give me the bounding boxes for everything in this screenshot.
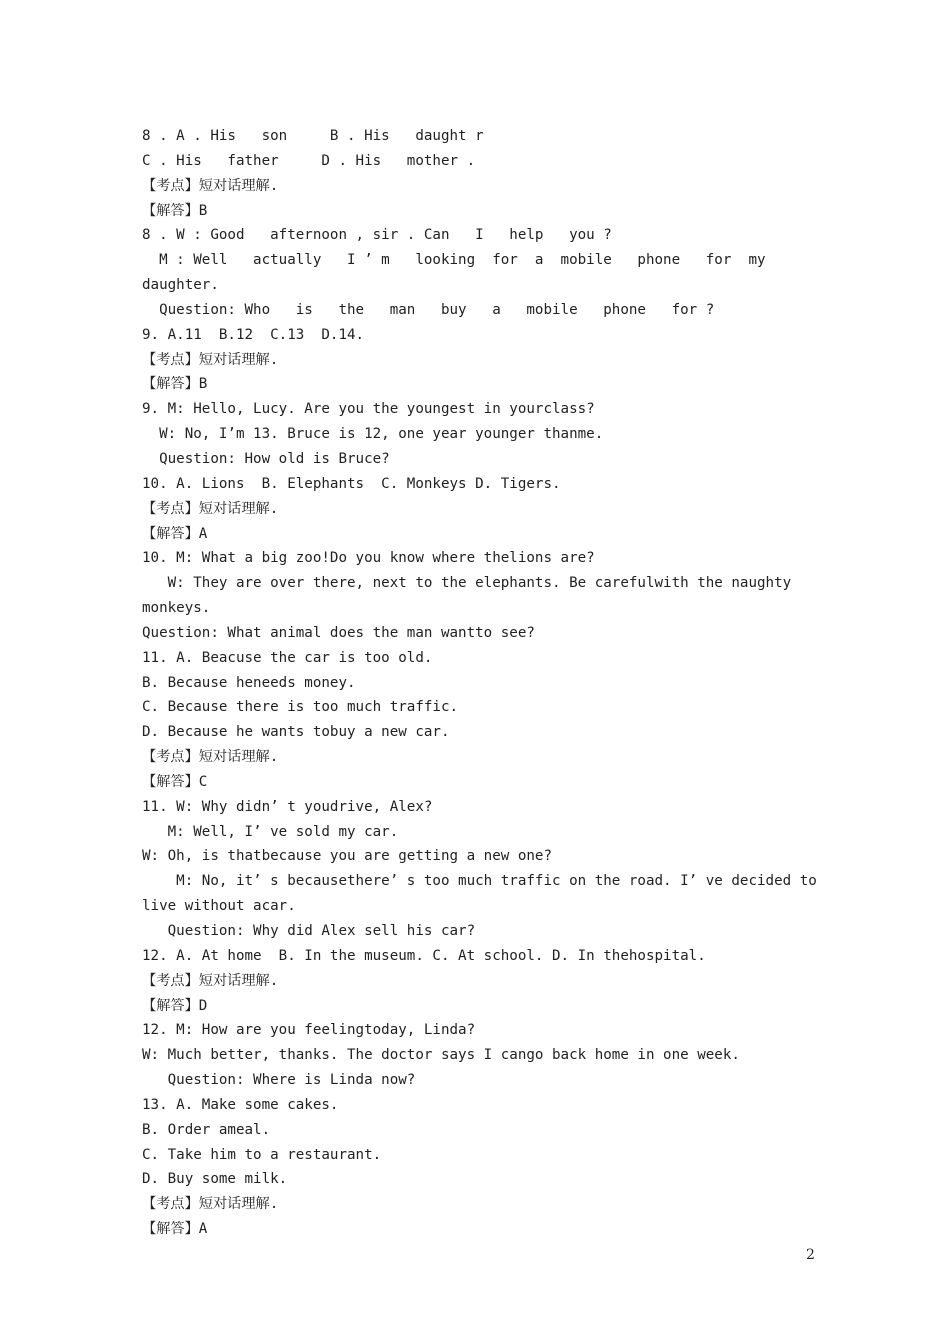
text-line: M : Well actually I ’ m looking for a mobile phone for my — [142, 252, 766, 269]
text-line: W: Oh, is thatbecause you are getting a new one? — [142, 848, 552, 865]
page-number: 2 — [806, 1247, 815, 1263]
text-line: 8 . W : Good afternoon , sir . Can I help you ? — [142, 227, 612, 244]
document-body — [142, 124, 822, 1242]
text-line: Question: Why did Alex sell his car? — [142, 923, 476, 939]
text-line: Question: Where is Linda now? — [142, 1072, 416, 1089]
text-line: C. Because there is too much traffic. — [142, 699, 459, 716]
text-line: 【解答】A — [142, 525, 208, 542]
text-line: Question: What animal does the man wantto see? — [142, 624, 535, 641]
text-line: B. Order ameal. — [142, 1121, 271, 1138]
text-line: W: Much better, thanks. The doctor says I cango back home in one week. — [142, 1047, 740, 1064]
text-line: 11. W: Why didn’ t youdrive, Alex? — [142, 798, 433, 815]
text-line: 【考点】短对话理解. — [142, 177, 279, 194]
text-line: 【考点】短对话理解. — [142, 1196, 279, 1213]
text-line: daughter. — [142, 277, 219, 294]
text-line: 【解答】B — [142, 376, 208, 393]
text-line: W: They are over there, next to the elephants. Be carefulwith the naughty — [142, 575, 792, 592]
text-line: 【考点】短对话理解. — [142, 749, 279, 766]
text-line: Question: Who is the man buy a mobile phone for ? — [142, 301, 715, 318]
text-line: 12. A. At home B. In the museum. C. At school. D. In thehospital. — [142, 947, 706, 964]
text-line: 9. M: Hello, Lucy. Are you the youngest in yourclass? — [142, 401, 595, 418]
text-line: 【解答】C — [142, 773, 208, 790]
text-line: 8 . A . His son B . His daught r — [142, 128, 484, 144]
text-line: 12. M: How are you feelingtoday, Linda? — [142, 1022, 476, 1039]
text-line: 【解答】B — [142, 202, 208, 219]
text-line: Question: How old is Bruce? — [142, 450, 390, 467]
text-line: M: No, it’ s becausethere’ s too much traffic on the road. I’ ve decided to — [142, 873, 817, 890]
text-line: live without acar. — [142, 898, 296, 915]
text-line: 【考点】短对话理解. — [142, 500, 279, 517]
text-line: 10. M: What a big zoo!Do you know where thelions are? — [142, 550, 595, 567]
text-line: W: No, I’m 13. Bruce is 12, one year younger thanme. — [142, 426, 604, 443]
text-line: 【考点】短对话理解. — [142, 972, 279, 989]
text-line: M: Well, I’ ve sold my car. — [142, 823, 399, 840]
text-line: 13. A. Make some cakes. — [142, 1096, 339, 1113]
text-line: 9. A.11 B.12 C.13 D.14. — [142, 326, 365, 343]
text-line: D. Because he wants tobuy a new car. — [142, 724, 450, 741]
text-line: 【考点】短对话理解. — [142, 351, 279, 368]
text-line: B. Because heneeds money. — [142, 674, 356, 691]
text-line: 【解答】A — [142, 1221, 208, 1238]
text-line: C. Take him to a restaurant. — [142, 1146, 382, 1163]
text-line: 【解答】D — [142, 997, 208, 1014]
text-line: 10. A. Lions B. Elephants C. Monkeys D. Tigers. — [142, 475, 561, 492]
text-line: 11. A. Beacuse the car is too old. — [142, 649, 433, 666]
text-line: monkeys. — [142, 600, 211, 617]
text-line: C . His father D . His mother . — [142, 152, 476, 169]
text-line: D. Buy some milk. — [142, 1171, 288, 1188]
